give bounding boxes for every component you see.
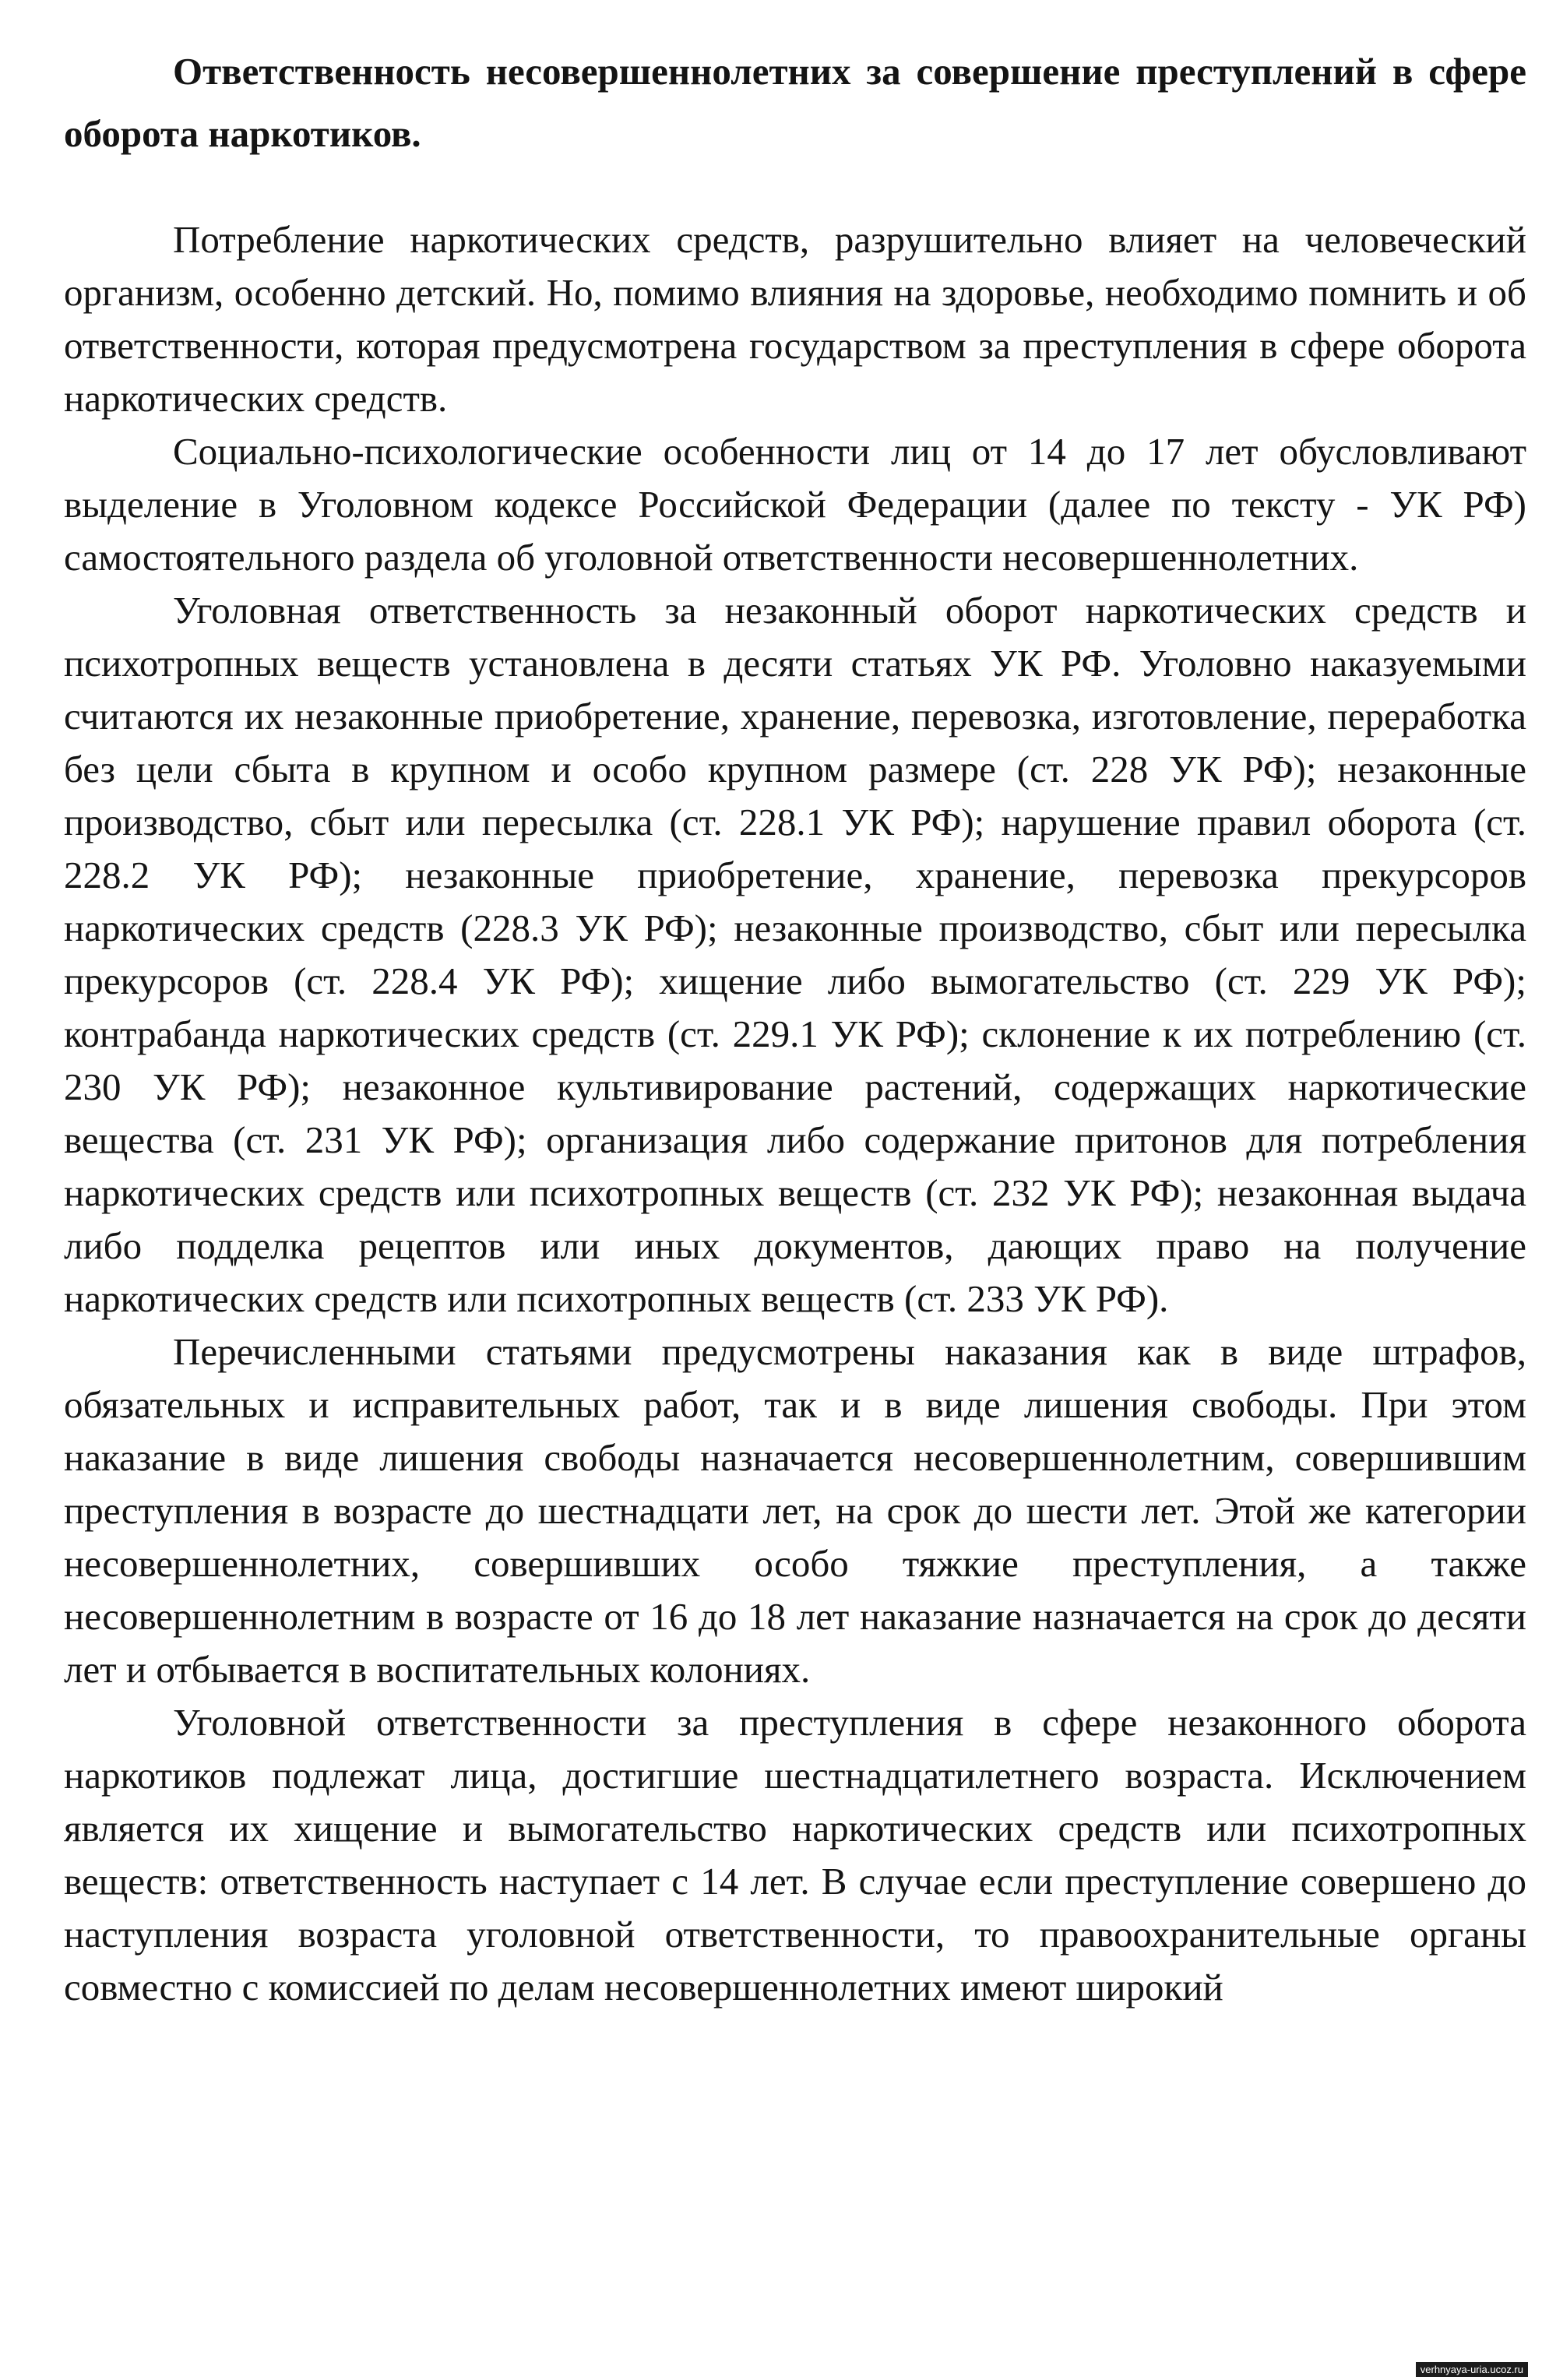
paragraph-1: Потребление наркотических средств, разрушительно влияет на человеческий организм, особенно детский. Но, помимо влияния на здоровье, необходимо помнить и об ответственности, которая предусмотрена государством за преступления в сфере оборота наркотических средств. [64, 218, 1526, 420]
document-title: Ответственность несовершеннолетних за совершение преступлений в сфере оборота наркотиков. [64, 50, 1526, 155]
paragraph-3: Уголовная ответственность за незаконный оборот наркотических средств и психотропных веществ установлена в десяти статьях УК РФ. Уголовно наказуемыми считаются их незаконные приобретение, хранение, перевозка, изготовление, переработка без цели сбыта в крупном и особо крупном размере (ст. 228 УК РФ); незаконные производство, сбыт или пересылка (ст. 228.1 УК РФ); нарушение правил оборота (ст. 228.2 УК РФ); незаконные приобретение, хранение, перевозка прекурсоров наркотических средств (228.3 УК РФ); незаконные производство, сбыт или пересылка прекурсоров (ст. 228.4 УК РФ); хищение либо вымогательство (ст. 229 УК РФ); контрабанда наркотических средств (ст. 229.1 УК РФ); склонение к их потреблению (ст. 230 УК РФ); незаконное культивирование растений, содержащих наркотические вещества (ст. 231 УК РФ); организация либо содержание притонов для потребления наркотических средств или психотропных веществ (ст. 232 УК РФ); незаконная выдача либо подделка рецептов или иных документов, дающих право на получение наркотических средств или психотропных веществ (ст. 233 УК РФ). [64, 589, 1526, 1320]
document-page [64, 40, 1526, 2014]
paragraph-5: Уголовной ответственности за преступления в сфере незаконного оборота наркотиков подлежат лица, достигшие шестнадцатилетнего возраста. Исключением является их хищение и вымогательство наркотических средств или психотропных веществ: ответственность наступает с 14 лет. В случае если преступление совершено до наступления возраста уголовной ответственности, то правоохранительные органы совместно с комиссией по делам несовершеннолетних имеют широкий [64, 1701, 1526, 2009]
paragraph-4: Перечисленными статьями предусмотрены наказания как в виде штрафов, обязательных и исправительных работ, так и в виде лишения свободы. При этом наказание в виде лишения свободы назначается несовершеннолетним, совершившим преступления в возрасте до шестнадцати лет, на срок до шести лет. Этой же категории несовершеннолетних, совершивших особо тяжкие преступления, а также несовершеннолетним в возрасте от 16 до 18 лет наказание назначается на срок до десяти лет и отбывается в воспитательных колониях. [64, 1330, 1526, 1691]
site-watermark: verhnyaya-uria.ucoz.ru [1416, 2362, 1528, 2377]
paragraph-2: Социально-психологические особенности лиц от 14 до 17 лет обусловливают выделение в Уголовном кодексе Российской Федерации (далее по тексту - УК РФ) самостоятельного раздела об уголовной ответственности несовершеннолетних. [64, 430, 1526, 579]
